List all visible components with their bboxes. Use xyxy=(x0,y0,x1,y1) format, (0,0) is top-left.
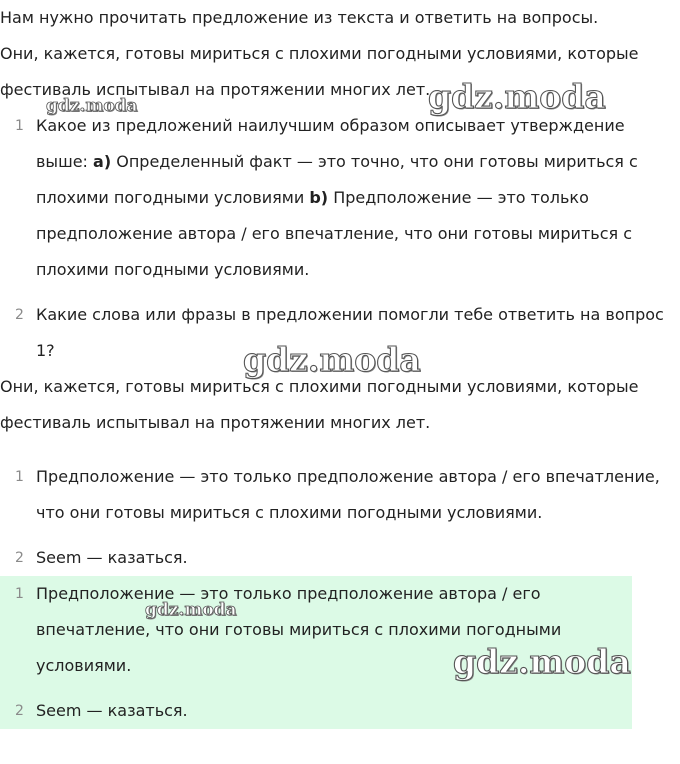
option-b-label: b) xyxy=(309,188,329,207)
answer-text: Seem — казаться. xyxy=(36,701,188,720)
watermark-logo: gdz.moda xyxy=(428,77,606,116)
list-number: 2 xyxy=(15,550,24,566)
answer-text: впечатление, что они готовы мириться с плохими погодными xyxy=(36,620,562,639)
watermark-logo: gdz.moda xyxy=(243,340,421,379)
question-text: Какое из предложений наилучшим образом описывает утверждение xyxy=(36,116,625,135)
task-text: Нам нужно прочитать предложение из текста и ответить на вопросы. xyxy=(0,8,599,27)
sentence-line: фестиваль испытывал на протяжении многих лет. xyxy=(0,80,431,99)
sentence-line: фестиваль испытывал на протяжении многих лет. xyxy=(0,413,431,432)
list-number: 1 xyxy=(15,586,24,602)
sentence-line: Они, кажется, готовы мириться с плохими погодными условиями, которые xyxy=(0,44,639,63)
answer-text: что они готовы мириться с плохими погодными условиями. xyxy=(36,503,543,522)
list-number: 1 xyxy=(15,469,24,485)
watermark-logo: gdz.moda xyxy=(46,96,138,116)
question-text: плохими погодными условиями b) Предположение — это только xyxy=(36,188,589,207)
question-text: предположение автора / его впечатление, что они готовы мириться с xyxy=(36,224,632,243)
question-text: Какие слова или фразы в предложении помогли тебе ответить на вопрос xyxy=(36,305,664,324)
option-a-label: a) xyxy=(93,152,112,171)
watermark-logo: gdz.moda xyxy=(453,642,631,681)
list-number: 1 xyxy=(15,118,24,134)
question-text: выше: a) Определенный факт — это точно, что они готовы мириться с xyxy=(36,152,638,171)
answer-text: условиями. xyxy=(36,656,132,675)
list-number: 2 xyxy=(15,703,24,719)
answer-text: Предположение — это только предположение автора / его впечатление, xyxy=(36,467,660,486)
watermark-logo: gdz.moda xyxy=(145,600,237,620)
list-number: 2 xyxy=(15,307,24,323)
question-text: 1? xyxy=(36,341,55,360)
sentence-line: Они, кажется, готовы мириться с плохими погодными условиями, которые xyxy=(0,377,639,396)
answer-text: Seem — казаться. xyxy=(36,548,188,567)
answer-text: Предположение — это только предположение автора / его xyxy=(36,584,541,603)
question-text: плохими погодными условиями. xyxy=(36,260,310,279)
